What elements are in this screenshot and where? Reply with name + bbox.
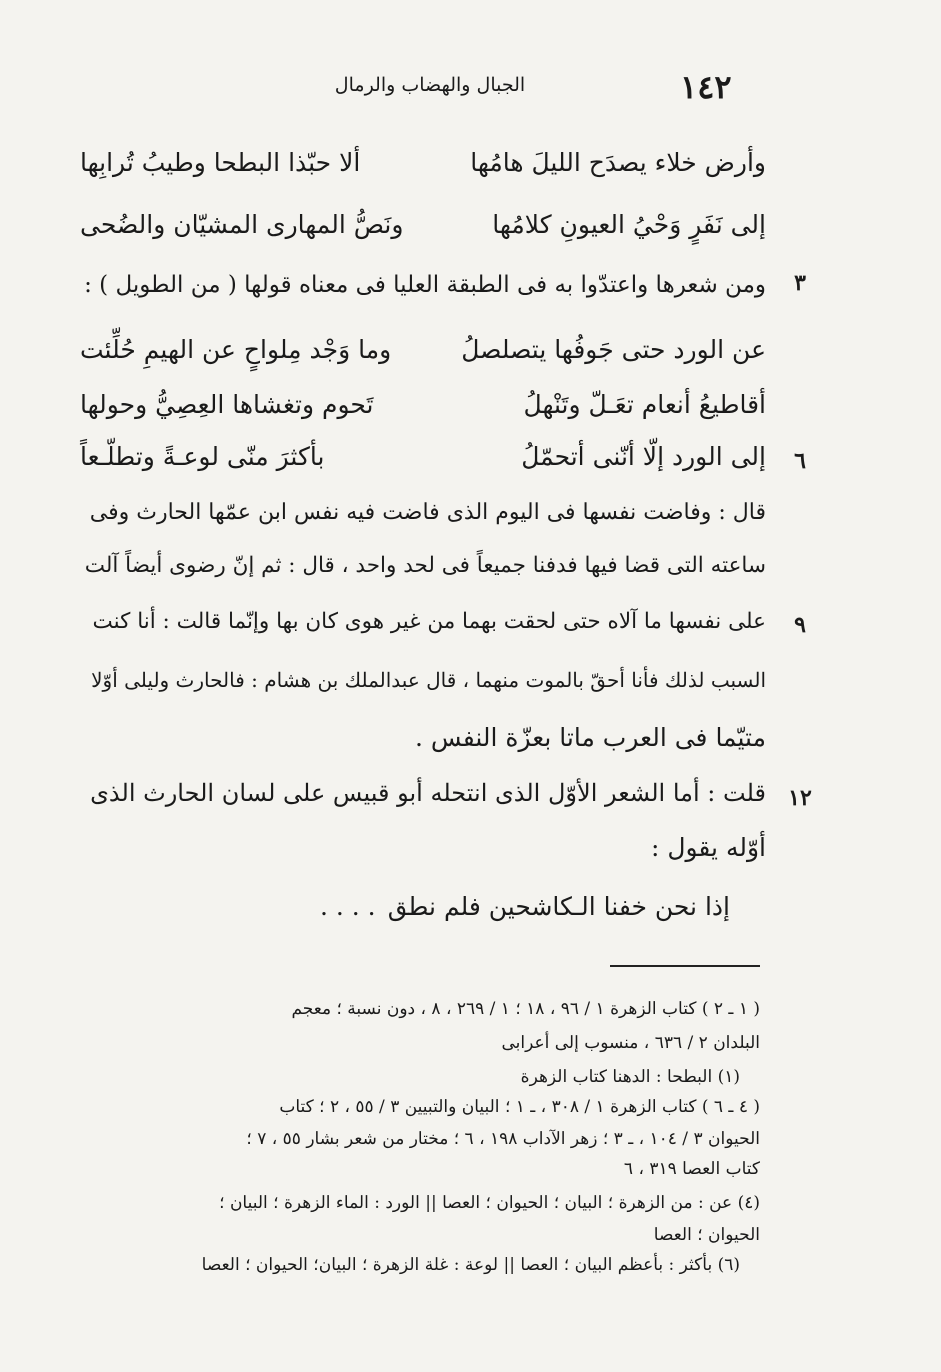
verse-hemistich-left: وأرض خلاء يصدَح الليلَ هامُها — [470, 148, 766, 177]
footnote-line: كتاب العصا ٣١٩ ، ٦ — [623, 1159, 760, 1179]
footnote-line: (٤) عن : من الزهرة ؛ البيان ؛ الحيوان ؛ العصا || الورد : الماء الزهرة ؛ البيان ؛ — [219, 1193, 760, 1213]
verse-hemistich-left: إلى نَفَرٍ وَحْيُ العيونِ كلامُها — [492, 210, 766, 239]
line-number: ٣ — [794, 270, 806, 296]
verse-hemistich-right: وما وَجْد مِلواحٍ عن الهيمِ حُلِّئت — [80, 335, 392, 364]
verse-line — [80, 385, 766, 425]
verse-line — [80, 143, 766, 183]
prose-line: ساعته التى قضا فيها فدفنا جميعاً فى لحد واحد ، قال : ثم إنّ رضوى أيضاً آلت — [84, 553, 766, 578]
verse-hemistich-right: ألا حبّذا البطحا وطيبُ تُرابِها — [80, 148, 361, 177]
footnote-rule — [610, 965, 760, 967]
running-title: الجبال والهضاب والرمال — [334, 74, 526, 96]
page-header — [0, 68, 941, 108]
page-number: ١٤٢ — [680, 68, 732, 106]
footnote-line: ( ٤ ـ ٦ ) كتاب الزهرة ١ / ٣٠٨ ، ـ ١ ؛ البيان والتبيين ٣ / ٥٥ ، ٢ ؛ كتاب — [279, 1097, 760, 1117]
prose-line: متيّما فى العرب ماتا بعزّة النفس . — [414, 723, 766, 752]
verse-hemistich-left: أقاطيعُ أنعام تعَـلّ وتَنْهلُ — [523, 390, 766, 419]
line-number: ٩ — [794, 612, 806, 638]
footnote-line: البلدان ٢ / ٦٣٦ ، منسوب إلى أعرابى — [501, 1033, 760, 1053]
prose-line: ومن شعرها واعتدّوا به فى الطبقة العليا فى معناه قولها ( من الطويل ) : — [84, 272, 766, 298]
line-number: ٦ — [794, 448, 806, 474]
prose-line: على نفسها ما آلاه حتى لحقت بهما من غير هوى كان بها وإنّما قالت : أنا كنت — [92, 609, 766, 634]
verse-hemistich-left: إلى الورد إلّا أنّنى أتحمّلُ — [521, 442, 766, 471]
footnote-line: (١) البطحا : الدهنا كتاب الزهرة — [520, 1067, 740, 1087]
verse-hemistich-right: تَحوم وتغشاها العِصِيُّ وحولها — [80, 390, 374, 419]
quoted-verse — [320, 887, 730, 927]
verse-line — [80, 205, 766, 245]
prose-line: قلت : أما الشعر الأوّل الذى انتحله أبو قبيس على لسان الحارث الذى — [90, 779, 766, 807]
prose-line: السبب لذلك فأنا أحقّ بالموت منهما ، قال عبدالملك بن هشام : فالحارث وليلى أوّلا — [91, 668, 766, 692]
line-number: ١٢ — [788, 785, 812, 811]
verse-line — [80, 437, 766, 477]
footnote-line: ( ١ ـ ٢ ) كتاب الزهرة ١ / ٩٦ ، ١٨ ؛ ١ / ٢٦٩ ، ٨ ، دون نسبة ؛ معجم — [291, 999, 760, 1019]
ellipsis-dots: . . . . — [320, 892, 376, 921]
footnote-line: الحيوان ٣ / ١٠٤ ، ـ ٣ ؛ زهر الآداب ١٩٨ ، ٦ ؛ مختار من شعر بشار ٥٥ ، ٧ ؛ — [246, 1129, 760, 1149]
verse-hemistich-left: عن الورد حتى جَوفُها يتصلصلُ — [461, 335, 766, 364]
verse-line — [80, 330, 766, 370]
verse-hemistich-right: ونَصُّ المهارى المشيّان والضُحى — [80, 210, 404, 239]
footnote-line: (٦) بأكثر : بأعظم البيان ؛ العصا || لوعة : غلة الزهرة ؛ البيان؛ الحيوان ؛ العصا — [201, 1255, 740, 1275]
footnote-line: الحيوان ؛ العصا — [653, 1225, 760, 1245]
prose-line: قال : وفاضت نفسها فى اليوم الذى فاضت فيه نفس ابن عمّها الحارث وفى — [89, 500, 766, 525]
quoted-verse-text: إذا نحن خفنا الـكاشحين فلم نطق — [387, 892, 730, 921]
prose-line: أوّله يقول : — [650, 833, 766, 862]
verse-hemistich-right: بأكثرَ منّى لوعـةً وتطلّـعاً — [80, 442, 325, 471]
